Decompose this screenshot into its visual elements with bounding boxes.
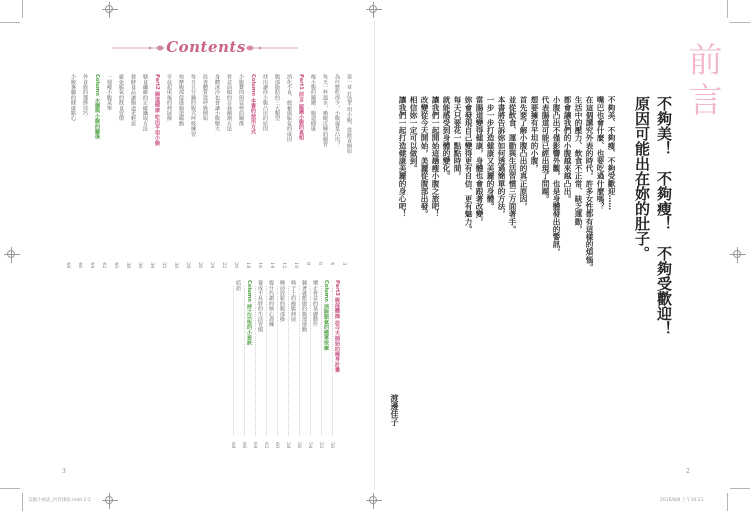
toc-leader-dots	[332, 286, 333, 436]
toc-entry: 矯正骨盆的基礎動作	[312, 280, 318, 327]
toc-page-number: 52	[318, 442, 324, 449]
foreword-paragraph-line: 本書將告訴妳如何透過簡單的方法，	[497, 96, 506, 218]
toc-leader-dots	[288, 286, 289, 436]
toc-entry: Column 本書的使用方式	[250, 74, 256, 135]
gutter	[374, 20, 375, 490]
toc-page-number: 54	[307, 442, 313, 449]
toc-page-number: 40	[113, 262, 119, 269]
toc-entry: 小腹專屬的健康點心	[70, 74, 76, 121]
toc-page-number: 24	[209, 262, 215, 269]
toc-page-number: 62	[263, 442, 269, 449]
toc-entry: Column 水腫與小腹的關係	[94, 74, 100, 140]
toc-page-number: 10	[293, 262, 299, 269]
toc-entry: Column 持之以恆的小祕訣	[246, 280, 252, 346]
toc-entry: Column 消除脹氣的簡單按摩	[323, 280, 329, 351]
toc-leader-dots	[321, 286, 322, 436]
toc-entry: Part3 腹部體操 從今天開始的瘦身計畫	[334, 280, 340, 373]
toc-page-number: 14	[269, 262, 275, 269]
foreword-paragraph-line: 代表腸道可能已經出現了問題。	[541, 96, 550, 203]
toc-entry: 睡前放鬆的腹部操	[279, 280, 285, 322]
toc-page-number: 42	[101, 262, 107, 269]
toc-entry: Part1 前言 認識小腹的真相	[298, 74, 304, 141]
toc-page-number: 60	[274, 442, 280, 449]
toc-page-number: 44	[89, 262, 95, 269]
crop-line	[0, 488, 20, 489]
toc-entry: 身體冰冷也會讓小腹變大	[214, 74, 220, 132]
crop-line	[22, 493, 23, 511]
toc-entry: 提升代謝的核心訓練	[268, 280, 274, 327]
foreword-paragraph-line: 並從飲食、運動與生活習慣三方面著手。	[508, 96, 517, 233]
crop-line	[727, 493, 728, 511]
foreword-paragraph-line: 想要擁有平坦的小腹，	[530, 96, 539, 172]
foreword-paragraph-line: 嘴巴也會什麼、也要吃過什麼嗎？	[596, 96, 605, 210]
foreword-paragraph-line: 讓我們一起打造健康美麗的身心吧！	[398, 96, 407, 218]
toc-page-number: 48	[65, 262, 71, 269]
toc-page-number: 16	[257, 262, 263, 269]
contents-header	[112, 37, 282, 59]
foreword-paragraph-line: 小腹凸出不僅影響外觀，也是身體發出的警訊，	[552, 96, 561, 256]
toc-leader-dots	[233, 286, 234, 436]
toc-page-number: 38	[125, 262, 131, 269]
toc-leader-dots	[266, 286, 267, 436]
author-name: 渡邊佳子	[390, 394, 399, 426]
toc-leader-dots	[255, 286, 256, 436]
toc-entry: 骨盆前傾的自我檢測方法	[226, 74, 232, 132]
toc-entry: 找出讓你小腹凸出的原因	[262, 74, 268, 132]
toc-page-number: 26	[197, 262, 203, 269]
toc-entry: 早晨起床後的伸展操	[166, 74, 172, 121]
toc-entry: 躺著就能做的腹部運動	[301, 280, 307, 332]
foreword-paragraph-line: 讓我們一起開始這趟瘦小腹之旅吧！	[431, 96, 440, 218]
toc-entry: 腹部脂肪的三大類型	[274, 74, 280, 121]
foreword-paragraph-line: 當腸道變得健康，身體也會跟著改變，	[475, 96, 484, 226]
toc-entry: 椅子上的瘦腹伸展	[290, 280, 296, 322]
leaf-flourish-icon	[246, 43, 298, 53]
toc-page-number: 68	[230, 442, 236, 449]
toc-page-number: 32	[161, 262, 167, 269]
page-folio-left: 3	[62, 468, 66, 475]
toc-entry: 每日五分鐘的腹式呼吸練習	[190, 74, 196, 137]
toc-page-number: 28	[185, 262, 191, 269]
toc-entry: 每天一杯溫水，喚醒沉睡的腸胃	[322, 74, 328, 147]
print-slug-left: 美腹小祕訣_內頁排版.indd 2-3	[28, 498, 91, 503]
page-folio-right: 2	[686, 468, 690, 475]
crop-line	[727, 0, 728, 18]
toc-page-number: 36	[137, 262, 143, 269]
foreword-headline: 原因可能出在妳的肚子。	[633, 96, 651, 261]
foreword-paragraph-line: 妳會發現自己變得更有自信、更有魅力。	[464, 96, 473, 233]
toc-page-number: 50	[329, 442, 335, 449]
toc-entry: 第一章 打造平坦小腹，從飲食開始	[346, 74, 352, 154]
toc-entry: 避免脹氣的飲食習慣	[118, 74, 124, 121]
toc-page-number: 8	[305, 262, 311, 266]
toc-entry: 發酵食品讓腸道更輕盈	[130, 74, 136, 126]
toc-entry: 結語	[235, 280, 241, 291]
toc-entry: 改善體質從呼吸開始	[202, 74, 208, 121]
toc-page-number: 30	[173, 262, 179, 269]
toc-leader-dots	[244, 286, 245, 436]
toc-leader-dots	[277, 286, 278, 436]
foreword-paragraph-line: 首先要了解小腹凸出的真正原因，	[519, 96, 528, 210]
toc-page-number: 3	[341, 262, 347, 266]
leaf-flourish-icon	[112, 43, 164, 53]
toc-entry: 小腹贅肉與姿勢的關係	[238, 74, 244, 126]
registration-mark-icon	[102, 493, 118, 509]
toc-entry: Part2 腸道健康 吃出平坦小腹	[154, 74, 160, 146]
toc-page-number: 64	[252, 442, 258, 449]
foreword-paragraph-line: 生活中的壓力、飲食不正常、缺乏運動，	[574, 96, 583, 233]
toc-entry: 膳食纖維的正確攝取方法	[142, 74, 148, 132]
foreword-headline: 不夠美！ 不夠瘦！ 不夠受歡迎！	[655, 96, 673, 336]
toc-entry: 一週瘦小腹菜單	[106, 74, 112, 111]
toc-page-number: 34	[149, 262, 155, 269]
toc-page-number: 6	[317, 262, 323, 266]
toc-page-number: 18	[245, 262, 251, 269]
toc-page-number: 56	[296, 442, 302, 449]
foreword-paragraph-line: 每天只要花一點點時間，	[453, 96, 462, 180]
toc-entry: 瘦小腹的關鍵：腸道健康	[310, 74, 316, 132]
foreword-paragraph-line: 就能感受到身體的變化。	[442, 96, 451, 180]
toc-entry: 外食族的選擇技巧	[82, 74, 88, 116]
foreword-paragraph-line: 在這個講究外表的時代，許多女性都有這樣的煩惱。	[585, 96, 594, 271]
foreword-paragraph-line: 都會讓我們的小腹越來越凸出。	[563, 96, 572, 203]
crop-line	[0, 22, 20, 23]
foreword-paragraph-line: 一步一步打造健康又美麗的身體。	[486, 96, 495, 210]
foreword-title: 前言	[682, 42, 722, 122]
toc-page-number: 4	[329, 262, 335, 266]
crop-line	[730, 488, 750, 489]
print-slug-right: 2016/8/8 上午10:21	[660, 498, 704, 503]
toc-page-number: 66	[241, 442, 247, 449]
crop-line	[730, 22, 750, 23]
toc-page-number: 12	[281, 262, 287, 269]
toc-page-number: 58	[285, 442, 291, 449]
registration-mark-icon	[4, 247, 20, 263]
toc-entry: 養成不易胖的生活習慣	[257, 280, 263, 332]
toc-page-number: 20	[233, 262, 239, 269]
registration-mark-icon	[366, 493, 382, 509]
foreword-paragraph-line: 改變從今天開始，美麗從腹部出發。	[420, 96, 429, 218]
foreword-paragraph-line: 相信妳一定可以做到。	[409, 96, 418, 172]
foreword-paragraph-line: 不夠美、不夠瘦、不夠受歡迎……	[607, 96, 616, 210]
registration-mark-icon	[102, 2, 118, 18]
toc-entry: 為什麼吃得少，小腹還是凸出？	[334, 74, 340, 147]
toc-entry: 消化不良、便秘與脹氣的成因	[286, 74, 292, 142]
registration-mark-icon	[730, 247, 746, 263]
toc-entry: 按摩腹部促進腸道蠕動	[178, 74, 184, 126]
contents-title: Contents	[166, 38, 246, 56]
toc-leader-dots	[310, 286, 311, 436]
crop-line	[22, 0, 23, 18]
toc-page-number: 46	[77, 262, 83, 269]
registration-mark-icon	[366, 2, 382, 18]
toc-page-number: 22	[221, 262, 227, 269]
toc-leader-dots	[299, 286, 300, 436]
